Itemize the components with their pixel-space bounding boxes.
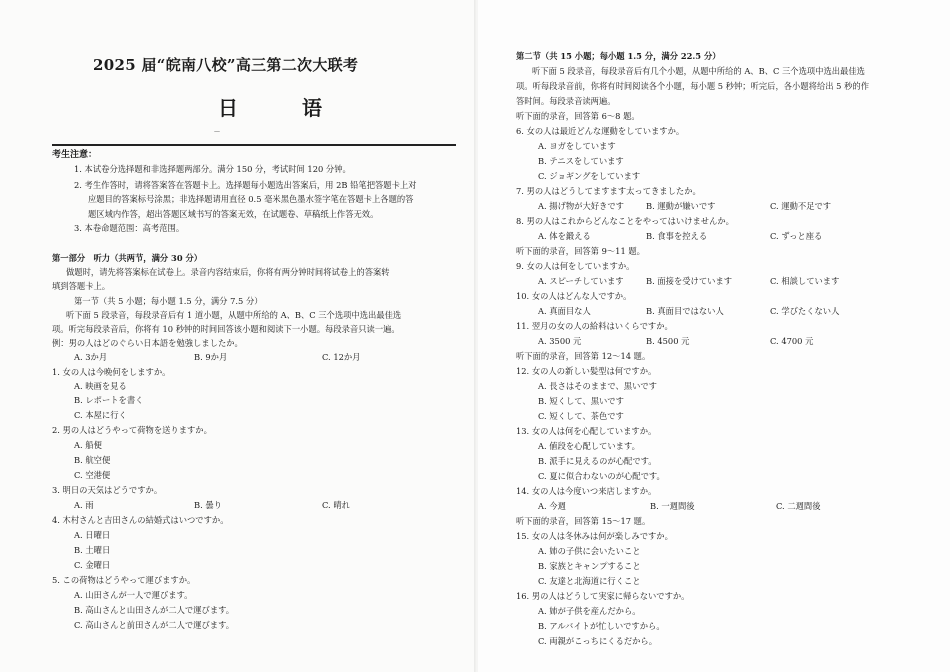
question-option: C. 短くして、茶色です: [538, 411, 624, 421]
question-option: B. 4500 元: [646, 336, 690, 346]
question-option: A. 体を鍛える: [538, 231, 591, 241]
question-option: B. テニスをしています: [538, 156, 624, 166]
question-option: B. 航空便: [74, 455, 111, 465]
question-text: 2. 男の人はどうやって荷物を送りますか。: [52, 425, 212, 435]
question-option: A. 船便: [74, 440, 102, 450]
question-option: B. レポートを書く: [74, 395, 144, 405]
question-option: A. スピーチしています: [538, 276, 624, 286]
question-option: A. 姉の子供に会いたいこと: [538, 546, 641, 556]
question-option: C. 本屋に行く: [74, 410, 127, 420]
question-option: C. 二週間後: [776, 501, 821, 511]
group-instruction: 听下面的录音，回答第 9～11 题。: [516, 246, 645, 256]
question-option: C. 学びたくない人: [770, 306, 840, 316]
question-option: B. 派手に見えるのが心配です。: [538, 456, 657, 466]
question-option: C. 空港便: [74, 470, 111, 480]
question-option: C. 相談しています: [770, 276, 840, 286]
question-option: C. 高山さんと前田さんが二人で運びます。: [74, 620, 235, 630]
question-option: C. 晴れ: [322, 500, 350, 510]
header-divider: [52, 144, 456, 146]
question-option: A. 今週: [538, 501, 566, 511]
notice-item-3: 3. 本卷命题范围：高考范围。: [74, 223, 185, 233]
question-text: 13. 女の人は何を心配していますか。: [516, 426, 657, 436]
question-option: A. 姉が子供を産んだから。: [538, 606, 641, 616]
question-text: 1. 女の人は今晩何をしますか。: [52, 367, 171, 377]
question-text: 11. 翌月の女の人の給料はいくらですか。: [516, 321, 673, 331]
section1-heading: 第一节（共 5 小题；每小题 1.5 分，满分 7.5 分）: [74, 296, 263, 306]
question-option: C. 夏に似合わないのが心配です。: [538, 471, 665, 481]
question-option: A. 揚げ物が大好きです: [538, 201, 624, 211]
question-option: B. 運動が嫌いです: [646, 201, 716, 211]
question-option: B. 土曜日: [74, 545, 111, 555]
notice-item-2-cont: 应题目的答案标号涂黑；非选择题请用直径 0.5 毫米黑色墨水签字笔在答题卡上各题的答: [88, 194, 414, 204]
question-option: A. 3500 元: [538, 336, 582, 346]
question-option: C. 4700 元: [770, 336, 814, 346]
notice-heading: 考生注意：: [52, 150, 98, 160]
question-text: 8. 男の人はこれからどんなことをやってはいけませんか。: [516, 216, 734, 226]
section1-intro-2: 项。听完每段录音后，你将有 10 秒钟的时间回答该小题和阅读下一小题。每段录音只读一遍。: [52, 324, 400, 334]
question-option: C. 運動不足です: [770, 201, 832, 211]
question-option: C. 金曜日: [74, 560, 111, 570]
question-text: 12. 女の人の新しい髪型は何ですか。: [516, 366, 657, 376]
question-option: A. 日曜日: [74, 530, 111, 540]
section2-intro-1: 听下面 5 段录音，每段录音后有几个小题，从题中所给的 A、B、C 三个选项中选出最佳选: [532, 66, 865, 76]
part1-heading: 第一部分 听力（共两节，满分 30 分）: [52, 253, 203, 263]
right-page: [478, 0, 950, 672]
question-text: 16. 男の人はどうして実家に帰らないですか。: [516, 591, 690, 601]
example-question: 例：男の人はどのぐらい日本語を勉強しましたか。: [52, 338, 243, 348]
question-option: B. 一週間後: [650, 501, 695, 511]
notice-item-2: 2. 考生作答时，请将答案答在答题卡上。选择题每小题选出答案后，用 2B 铅笔把答题卡上对: [74, 180, 417, 190]
question-option: B. 真面目ではない人: [646, 306, 724, 316]
question-option: A. 山田さんが一人で運びます。: [74, 590, 193, 600]
exam-title: 2025 届“皖南八校”高三第二次大联考: [93, 56, 359, 74]
question-option: A. 真面目な人: [538, 306, 591, 316]
question-option: A. 値段を心配しています。: [538, 441, 640, 451]
question-text: 9. 女の人は何をしていますか。: [516, 261, 635, 271]
example-option-a: A. 3か月: [74, 352, 108, 362]
group-instruction: 听下面的录音，回答第 15～17 题。: [516, 516, 651, 526]
question-option: C. 両親がこっちにくるだから。: [538, 636, 658, 646]
question-text: 3. 明日の天気はどうですか。: [52, 485, 163, 495]
part1-intro-1: 做题时，请先将答案标在试卷上。录音内容结束后，你将有两分钟时间将试卷上的答案转: [66, 267, 390, 277]
section2-intro-2: 项。听每段录音前，你将有时间阅读各个小题，每小题 5 秒钟；听完后，各小题将给出 5 秒的作: [516, 81, 869, 91]
question-option: C. ジョギングをしています: [538, 171, 641, 181]
question-option: B. 短くして、黒いです: [538, 396, 624, 406]
subject-mark: —: [214, 128, 220, 135]
question-option: C. 友達と北海道に行くこと: [538, 576, 641, 586]
question-text: 15. 女の人は冬休みは何が楽しみですか。: [516, 531, 673, 541]
example-option-b: B. 9か月: [194, 352, 228, 362]
question-text: 10. 女の人はどんな人ですか。: [516, 291, 632, 301]
question-option: A. 映画を見る: [74, 381, 127, 391]
section1-intro-1: 听下面 5 段录音，每段录音后有 1 道小题，从题中所给的 A、B、C 三个选项中选出最佳选: [66, 310, 402, 320]
question-option: B. 面接を受けています: [646, 276, 733, 286]
question-option: B. 高山さんと山田さんが二人で運びます。: [74, 605, 235, 615]
question-text: 14. 女の人は今度いつ来店しますか。: [516, 486, 657, 496]
notice-item-1: 1. 本试卷分选择题和非选择题两部分。满分 150 分，考试时间 120 分钟。: [74, 164, 351, 174]
group-instruction: 听下面的录音，回答第 6～8 题。: [516, 111, 640, 121]
question-option: A. 長さはそのままで、黒いです: [538, 381, 657, 391]
section2-heading: 第二节（共 15 小题；每小题 1.5 分，满分 22.5 分）: [516, 51, 721, 61]
question-option: C. ずっと座る: [770, 231, 823, 241]
section2-intro-3: 答时间。每段录音读两遍。: [516, 96, 616, 106]
question-text: 7. 男の人はどうしてますます太ってきましたか。: [516, 186, 701, 196]
question-text: 5. この荷物はどうやって運びますか。: [52, 575, 196, 585]
part1-intro-2: 填到答题卡上。: [52, 281, 111, 291]
question-text: 6. 女の人は最近どんな運動をしていますか。: [516, 126, 685, 136]
notice-item-2-end: 题区域内作答，超出答题区域书写的答案无效，在试题卷、草稿纸上作答无效。: [88, 209, 379, 219]
question-option: B. 曇り: [194, 500, 222, 510]
question-option: B. アルバイトが忙しいですから。: [538, 621, 665, 631]
example-option-c: C. 12か月: [322, 352, 361, 362]
group-instruction: 听下面的录音，回答第 12～14 题。: [516, 351, 651, 361]
question-option: A. 雨: [74, 500, 94, 510]
question-text: 4. 木村さんと吉田さんの結婚式はいつですか。: [52, 515, 229, 525]
question-option: B. 食事を控える: [646, 231, 708, 241]
subject-title: 日 语: [218, 96, 344, 120]
question-option: A. ヨガをしています: [538, 141, 616, 151]
question-option: B. 家族とキャンプすること: [538, 561, 641, 571]
